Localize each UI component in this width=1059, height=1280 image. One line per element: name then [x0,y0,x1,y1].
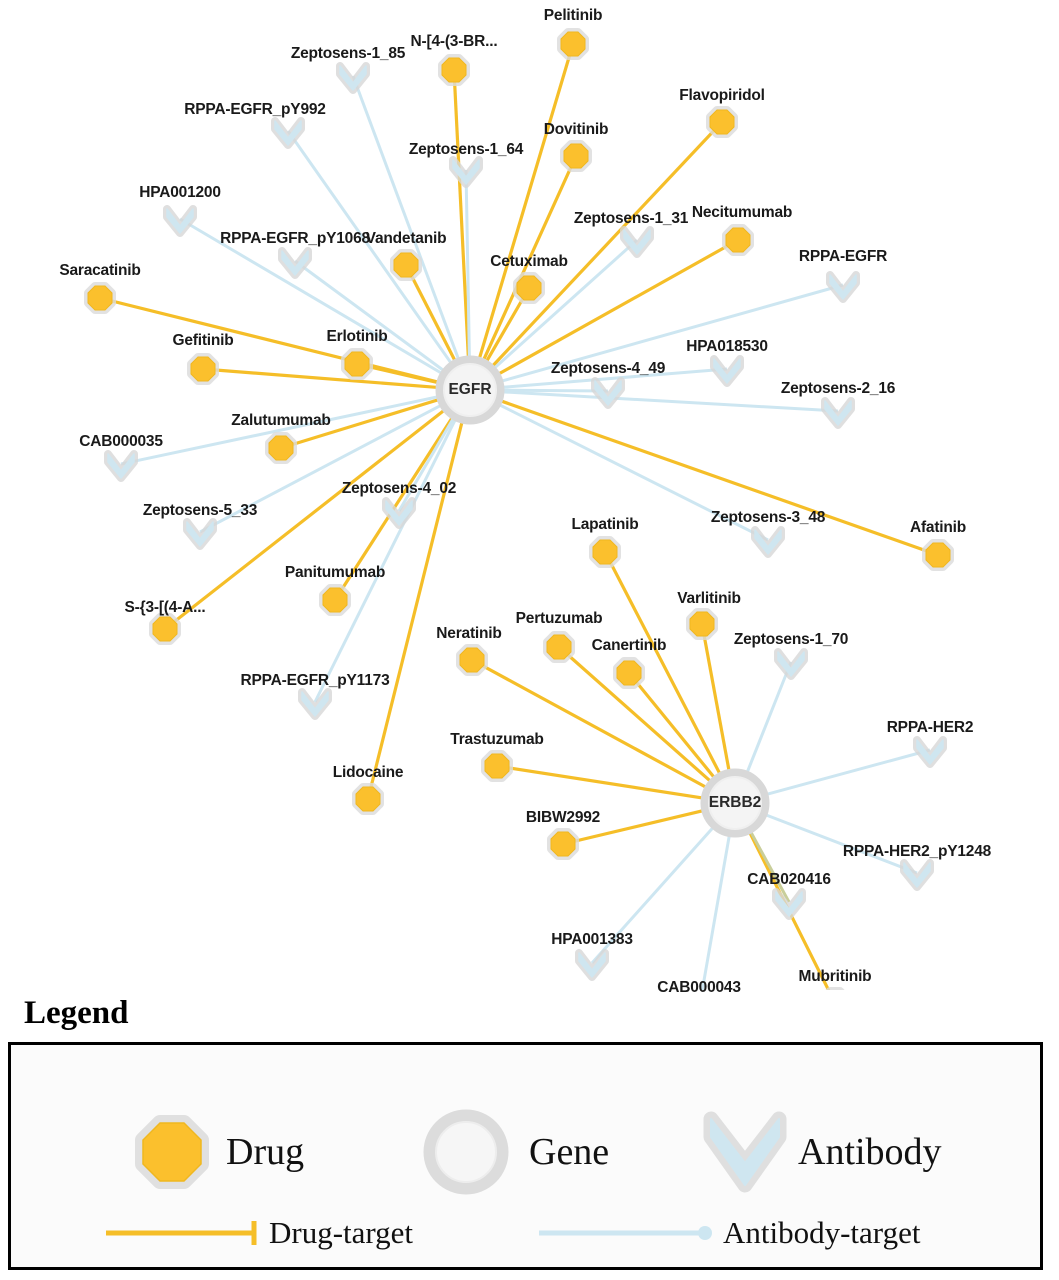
drug-node-label: Lapatinib [571,516,639,533]
antibody-node-label: RPPA-HER2 [886,719,974,736]
drug-node-shape [561,32,585,56]
drug-node-label: Erlotinib [326,328,388,345]
antibody-node[interactable] [917,740,943,764]
antibody-node-label: Zeptosens-1_64 [408,141,524,158]
antibody-node[interactable] [778,652,804,676]
drug-target-line-icon [106,1221,254,1245]
drug-node-label: Saracatinib [59,262,141,279]
drug-node-shape [547,635,571,659]
drug-node[interactable] [356,787,380,811]
antibody-node-label: HPA001383 [551,931,633,948]
legend-label-drug: Drug [226,1131,305,1173]
drug-node-shape [269,436,293,460]
gene-circle-icon [430,1116,502,1188]
antibody-node-label: Zeptosens-2_16 [780,380,896,397]
antibody-node[interactable] [282,251,308,275]
antibody-node[interactable] [108,454,134,478]
drug-node-shape [551,832,575,856]
antibody-node[interactable] [825,401,851,425]
antibody-node[interactable] [830,275,856,299]
drug-node-label: Vandetanib [365,230,447,247]
drug-node-shape [726,228,750,252]
antibody-target-edge [353,76,459,360]
drug-node[interactable] [269,436,293,460]
antibody-node-label: RPPA-HER2_pY1248 [842,843,992,860]
drug-node-label: Flavopiridol [679,87,765,104]
legend-box [8,1042,1043,1270]
antibody-node-label: Zeptosens-4_49 [550,360,666,377]
drug-target-edge [502,401,938,555]
legend-label-drug-target: Drug-target [269,1215,414,1250]
drug-node-label: Mubritinib [798,968,872,985]
antibody-node-label: CAB020416 [747,871,831,888]
drug-node-label: Panitumumab [284,564,386,581]
drug-node-label: Trastuzumab [450,731,544,748]
drug-node[interactable] [726,228,750,252]
drug-node-shape [394,253,418,277]
drug-octagon-icon [143,1123,201,1181]
drug-node-label: Dovitinib [543,121,609,138]
drug-node-label: Cetuximab [490,253,568,270]
legend-label-gene: Gene [529,1131,610,1173]
legend-label-antibody-target: Antibody-target [723,1215,921,1250]
antibody-target-edge [766,750,930,795]
drug-node[interactable] [517,276,541,300]
antibody-node[interactable] [187,522,213,546]
gene-node-label: ERBB2 [708,794,762,811]
antibody-node[interactable] [167,209,193,233]
antibody-node-label: Zeptosens-3_48 [710,509,826,526]
drug-node[interactable] [593,540,617,564]
drug-node-shape [191,357,215,381]
drug-node-label: N-[4-(3-BR... [410,33,498,50]
antibody-node[interactable] [386,501,412,525]
drug-node-shape [345,352,369,376]
drug-node-label: Pertuzumab [515,610,603,627]
drug-node[interactable] [191,357,215,381]
antibody-node-label: Zeptosens-5_33 [142,502,258,519]
drug-node[interactable] [485,754,509,778]
drug-node-shape [153,617,177,641]
antibody-node-label: Zeptosens-1_70 [733,631,849,648]
drug-node-label: Lidocaine [332,764,404,781]
drug-node-shape [442,58,466,82]
antibody-node[interactable] [714,359,740,383]
drug-target-edge [497,766,701,798]
drug-node-shape [485,754,509,778]
drug-node-shape [323,588,347,612]
legend-label-antibody: Antibody [798,1131,942,1173]
drug-node-label: S-{3-[(4-A... [124,599,206,616]
drug-node-shape [460,648,484,672]
antibody-node-label: Zeptosens-1_85 [290,45,406,62]
antibody-node[interactable] [453,160,479,184]
antibody-node-label: HPA018530 [686,338,768,355]
antibody-target-edge [699,835,729,990]
antibody-node-label: HPA001200 [139,184,221,201]
antibody-node[interactable] [904,863,930,887]
antibody-node-label: Zeptosens-4_02 [341,480,457,497]
drug-node-shape [564,144,588,168]
antibody-node[interactable] [755,530,781,554]
gene-node-label: EGFR [448,381,492,398]
drug-node[interactable] [564,144,588,168]
antibody-node-label: RPPA-EGFR [798,248,888,265]
antibody-node-label: CAB000035 [79,433,163,450]
drug-target-edge [629,673,714,777]
antibody-node[interactable] [579,953,605,977]
drug-node[interactable] [547,635,571,659]
drug-node-shape [88,286,112,310]
drug-node-shape [710,110,734,134]
drug-node-label: Zalutumumab [231,412,331,429]
drug-node-label: Gefitinib [172,332,234,349]
antibody-node-label: Zeptosens-1_31 [573,210,689,227]
drug-node-label: BIBW2992 [525,809,601,826]
drug-node-shape [593,540,617,564]
drug-node[interactable] [710,110,734,134]
drug-node[interactable] [551,832,575,856]
drug-node[interactable] [394,253,418,277]
antibody-target-line-icon [539,1226,712,1240]
drug-node-label: Varlitinib [677,590,741,607]
drug-node-shape [926,543,950,567]
antibody-node-label: RPPA-EGFR_pY1173 [240,672,390,689]
antibody-node[interactable] [776,892,802,916]
drug-node[interactable] [345,352,369,376]
drug-node-label: Neratinib [436,625,502,642]
drug-node[interactable] [88,286,112,310]
antibody-node[interactable] [624,230,650,254]
drug-node-label: Afatinib [909,519,967,536]
drug-node-shape [690,612,714,636]
antibody-node[interactable] [595,381,621,405]
drug-node[interactable] [460,648,484,672]
drug-node[interactable] [617,661,641,685]
drug-node-shape [356,787,380,811]
antibody-chevron-icon [711,1119,779,1185]
antibody-node-label: CAB000043 [657,979,741,996]
drug-node[interactable] [323,588,347,612]
legend-title: Legend [24,995,129,1031]
drug-node-shape [517,276,541,300]
drug-node[interactable] [926,543,950,567]
drug-node[interactable] [153,617,177,641]
drug-node[interactable] [442,58,466,82]
drug-node-label: Pelitinib [543,7,603,24]
antibody-node[interactable] [340,66,366,90]
antibody-node-label: RPPA-EGFR_pY992 [184,101,326,118]
antibody-target-edge [747,662,791,773]
antibody-node[interactable] [302,692,328,716]
drug-node[interactable] [561,32,585,56]
drug-node-label: Canertinib [591,637,667,654]
drug-node-shape [617,661,641,685]
drug-node-label: Necitumumab [691,204,793,221]
antibody-target-edge [750,831,789,902]
antibody-node-label: RPPA-EGFR_pY1068 [220,230,370,247]
drug-node[interactable] [690,612,714,636]
